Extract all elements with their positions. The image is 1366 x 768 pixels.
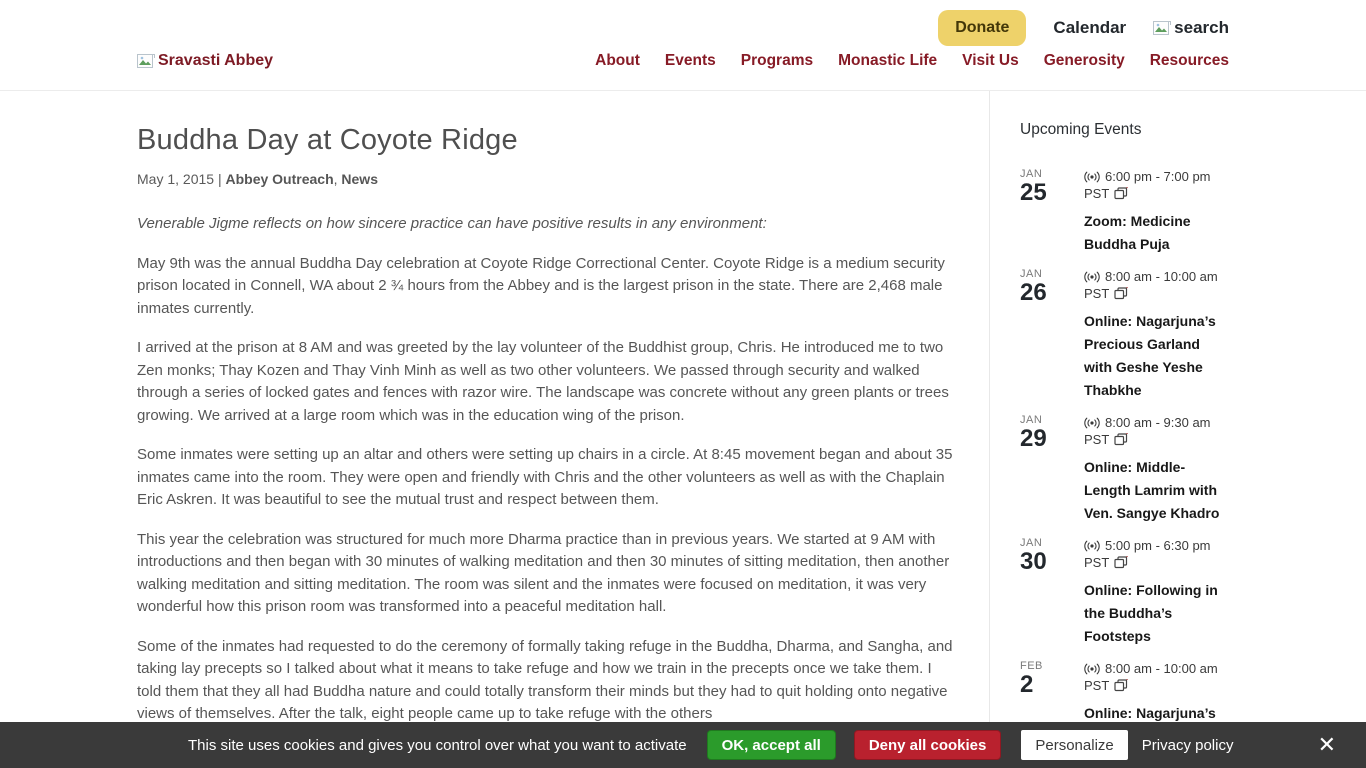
event-list-item — [1020, 268, 1229, 402]
event-day: 26 — [1020, 279, 1047, 306]
event-time-range: 8:00 am - 9:30 am — [1105, 415, 1211, 430]
event-time — [1084, 660, 1229, 677]
event-date — [1020, 537, 1084, 648]
event-month: JAN — [1020, 268, 1043, 280]
site-header — [0, 0, 1366, 91]
broken-image-icon — [1153, 21, 1171, 36]
event-title-link[interactable]: Online: Nagarjuna’s — [1084, 705, 1216, 721]
event-date — [1020, 660, 1084, 725]
event-timezone-row — [1084, 431, 1229, 448]
article-paragraph: May 9th was the annual Buddha Day celebration at Coyote Ridge Correctional Center. Coyote Ridge is a medium security prison located in Connell, WA about 2 ¾ hours from the Abbey and is the largest prison in the state. There are 2,468 male inmates currently. — [137, 254, 945, 317]
sidebar-heading: Upcoming Events — [1020, 121, 1142, 138]
event-list-item — [1020, 414, 1229, 525]
search-link-label: search — [1174, 18, 1229, 37]
site-logo[interactable] — [137, 52, 273, 70]
event-timezone: PST — [1084, 432, 1110, 447]
event-title-link[interactable]: Online: Following in the Buddha’s Footsteps — [1084, 582, 1218, 644]
category-link-abbey-outreach[interactable]: Abbey Outreach — [225, 171, 334, 187]
event-title-link[interactable]: Zoom: Medicine Buddha Puja — [1084, 213, 1191, 252]
event-day: 25 — [1020, 179, 1047, 206]
event-month: JAN — [1020, 168, 1043, 180]
privacy-policy-link[interactable]: Privacy policy — [1141, 736, 1234, 754]
event-date — [1020, 168, 1084, 256]
recurring-event-icon — [1114, 287, 1128, 300]
event-date — [1020, 414, 1084, 525]
main-nav — [595, 52, 1229, 70]
event-date — [1020, 268, 1084, 402]
virtual-event-icon — [1084, 663, 1100, 675]
calendar-link[interactable]: Calendar — [1053, 18, 1127, 37]
event-title-link[interactable]: Online: Nagarjuna’s Precious Garland with Geshe Yeshe Thabkhe — [1084, 313, 1216, 398]
event-day: 30 — [1020, 548, 1047, 575]
upcoming-events-sidebar — [989, 91, 1229, 737]
event-time-range: 8:00 am - 10:00 am — [1105, 661, 1218, 676]
nav-item-monastic-life[interactable]: Monastic Life — [838, 52, 938, 69]
event-timezone-row — [1084, 285, 1229, 302]
event-time-range: 8:00 am - 10:00 am — [1105, 269, 1218, 284]
site-logo-label: Sravasti Abbey — [158, 52, 274, 69]
event-timezone: PST — [1084, 555, 1110, 570]
deny-all-cookies-button[interactable]: Deny all cookies — [854, 730, 1002, 760]
event-list-item — [1020, 537, 1229, 648]
article-meta — [137, 171, 957, 187]
recurring-event-icon — [1114, 679, 1128, 692]
article-date: May 1, 2015 — [137, 171, 215, 187]
cookie-consent-banner — [0, 722, 1366, 768]
article-lead-paragraph: Venerable Jigme reflects on how sincere practice can have positive results in any environment: — [137, 215, 767, 232]
broken-image-icon — [137, 54, 155, 69]
virtual-event-icon — [1084, 271, 1100, 283]
page-title: Buddha Day at Coyote Ridge — [137, 124, 518, 156]
event-timezone: PST — [1084, 678, 1110, 693]
nav-item-resources[interactable]: Resources — [1149, 52, 1229, 69]
event-list-item — [1020, 168, 1229, 256]
event-time-range: 5:00 pm - 6:30 pm — [1105, 538, 1211, 553]
event-timezone: PST — [1084, 286, 1110, 301]
category-separator: , — [333, 171, 338, 187]
event-day: 2 — [1020, 671, 1034, 698]
event-month: JAN — [1020, 537, 1043, 549]
recurring-event-icon — [1114, 556, 1128, 569]
category-link-news[interactable]: News — [341, 171, 378, 187]
article-paragraph: Some inmates were setting up an altar and others were setting up chairs in a circle. At 8:45 movement began and about 35 inmates came into the room. They were open and friendly with Chris and the other volunteers as well as with the Chaplain Eric Askren. It was beautiful to see the mutual trust and respect between them. — [137, 446, 953, 508]
virtual-event-icon — [1084, 540, 1100, 552]
event-time — [1084, 168, 1229, 185]
brand-row — [137, 52, 1229, 70]
event-title-link[interactable]: Online: Middle-Length Lamrim with Ven. Sangye Khadro — [1084, 459, 1220, 521]
article-paragraph: This year the celebration was structured for much more Dharma practice than in previous years. We started at 9 AM with introductions and then began with 30 minutes of walking meditation and then 30 minutes of sitting meditation, then another walking meditation and sitting meditation. The room was silent and the inmates were focused on meditation, it was very wonderful how this prison room was transformed into a peaceful meditation hall. — [137, 530, 950, 615]
personalize-cookies-button[interactable]: Personalize — [1021, 730, 1127, 760]
event-day: 29 — [1020, 425, 1047, 452]
utility-nav — [938, 10, 1229, 46]
virtual-event-icon — [1084, 417, 1100, 429]
event-time — [1084, 537, 1229, 554]
event-time — [1084, 414, 1229, 431]
event-time — [1084, 268, 1229, 285]
accept-all-cookies-button[interactable]: OK, accept all — [707, 730, 836, 760]
recurring-event-icon — [1114, 187, 1128, 200]
event-list-item — [1020, 660, 1229, 725]
nav-item-about[interactable]: About — [595, 52, 640, 69]
recurring-event-icon — [1114, 433, 1128, 446]
nav-item-programs[interactable]: Programs — [740, 52, 814, 69]
event-timezone-row — [1084, 677, 1229, 694]
event-month: JAN — [1020, 414, 1043, 426]
event-month: FEB — [1020, 660, 1043, 672]
article-paragraph: I arrived at the prison at 8 AM and was greeted by the lay volunteer of the Buddhist group, Chris. He introduced me to two Zen monks; Thay Kozen and Thay Vinh Minh as well as two other volunteers. We passed through security and walked through a series of locked gates and fences with razor wire. The landscape was concrete without any green plants or trees growing. We arrived at a large room which was in the education wing of the prison. — [137, 339, 949, 424]
nav-item-events[interactable]: Events — [664, 52, 716, 69]
event-timezone-row — [1084, 185, 1229, 202]
nav-item-visit-us[interactable]: Visit Us — [962, 52, 1019, 69]
search-link[interactable] — [1153, 18, 1229, 38]
event-timezone: PST — [1084, 186, 1110, 201]
article-paragraph: Some of the inmates had requested to do the ceremony of formally taking refuge in the Buddha, Dharma, and Sangha, and taking lay precepts so I talked about what it means to take refuge and how we train in the precepts once we take them. I told them that they all had Buddha nature and could totally transform their minds but they had to quit holding onto negative views of themselves. After the talk, eight people came up to take refuge with the others — [137, 637, 953, 722]
nav-item-generosity[interactable]: Generosity — [1043, 52, 1125, 69]
event-time-range: 6:00 pm - 7:00 pm — [1105, 169, 1211, 184]
article — [137, 91, 957, 726]
event-timezone-row — [1084, 554, 1229, 571]
close-icon[interactable]: ✕ — [1317, 732, 1336, 757]
donate-button[interactable]: Donate — [938, 10, 1026, 46]
meta-separator: | — [217, 171, 222, 187]
virtual-event-icon — [1084, 171, 1100, 183]
cookie-message: This site uses cookies and gives you control over what you want to activate — [188, 736, 687, 754]
